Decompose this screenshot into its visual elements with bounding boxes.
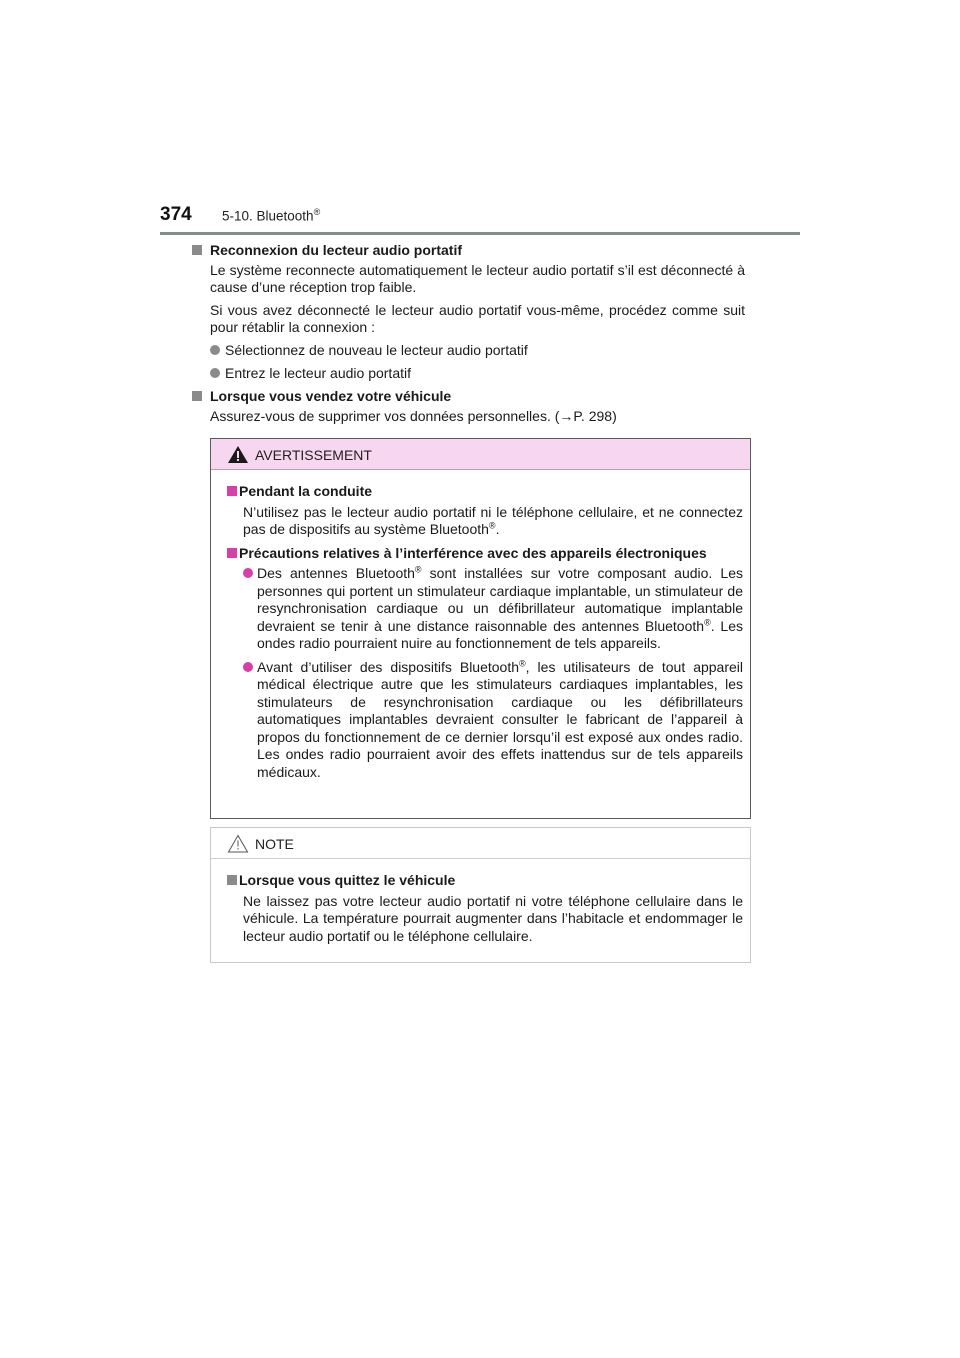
header-divider xyxy=(160,232,800,235)
heading-text: Reconnexion du lecteur audio portatif xyxy=(210,242,463,258)
list-item xyxy=(210,365,745,382)
square-bullet-icon xyxy=(227,548,237,558)
list-item-text: . Les ondes radio pourraient nuire au fonctionnement de tels appareils. xyxy=(257,617,743,651)
note-label: NOTE xyxy=(255,836,294,852)
warning-body xyxy=(227,483,743,787)
heading-text: Lorsque vous quittez le véhicule xyxy=(239,872,456,888)
paragraph xyxy=(227,504,743,539)
paragraph: Si vous avez déconnecté le lecteur audio portatif vous-même, procédez comme suit pour rétablir la connexion : xyxy=(210,302,745,335)
list-item xyxy=(210,342,745,359)
list-item-text: Entrez le lecteur audio portatif xyxy=(225,365,411,381)
section-title xyxy=(222,207,320,224)
list-item-text: Des antennes Bluetooth xyxy=(257,565,415,581)
circle-bullet-icon xyxy=(243,662,253,672)
list-item xyxy=(227,659,743,782)
heading-reconnect xyxy=(192,242,745,259)
heading-text: Pendant la conduite xyxy=(239,483,373,499)
registered-mark: ® xyxy=(313,207,321,217)
circle-bullet-icon xyxy=(210,345,220,355)
paragraph-text: . xyxy=(495,521,500,537)
list-item-text: , les utilisateurs de tout appareil médical électrique autre que les stimulateurs cardiaques implantables, les stimulateurs de resynchronisation cardiaque ou les défibrillateurs automatiques implantables devraient consulter le fabricant de l’appareil à propos du fonctionnement de ce dernier lorsqu’il est exposé aux ondes radio. Les ondes radio pourraient avoir des effets inattendus sur de tels appareils médicaux. xyxy=(257,658,744,780)
warning-header xyxy=(211,439,750,470)
list-item-text: sont installées sur votre composant audio. Les personnes qui portent un stimulateur cardiaque implantable, un stimulateur de resynchronisation cardiaque ou un défibrillateur automatique implantable devraient se tenir à une distance raisonnable des antennes Bluetooth xyxy=(257,565,743,634)
paragraph: Le système reconnecte automatiquement le lecteur audio portatif s’il est déconnecté à cause d’une réception trop faible. xyxy=(210,262,745,295)
page-number: 374 xyxy=(160,204,192,225)
caution-triangle-icon xyxy=(227,834,249,853)
square-bullet-icon xyxy=(192,391,202,401)
note-box xyxy=(210,827,751,963)
list-item-text: Avant d’utiliser des dispositifs Bluetooth xyxy=(257,658,520,675)
circle-bullet-icon xyxy=(210,368,220,378)
square-bullet-icon xyxy=(227,486,237,496)
warning-heading-interference xyxy=(227,545,743,563)
list-item-text: Sélectionnez de nouveau le lecteur audio portatif xyxy=(225,342,528,358)
registered-mark: ® xyxy=(704,616,711,627)
circle-bullet-icon xyxy=(243,568,253,578)
heading-sell-vehicle xyxy=(192,388,745,405)
section-title-text: 5-10. Bluetooth xyxy=(222,208,314,224)
paragraph-text: N’utilisez pas le lecteur audio portatif ni le téléphone cellulaire, et ne connectez pas de dispositifs au système Bluetooth xyxy=(243,503,743,537)
list-item xyxy=(227,565,743,653)
note-header xyxy=(211,828,750,859)
square-bullet-icon xyxy=(227,875,237,885)
heading-text: Précautions relatives à l’interférence avec des appareils électroniques xyxy=(239,544,707,561)
warning-label: AVERTISSEMENT xyxy=(255,447,372,463)
warning-heading-driving xyxy=(227,483,743,501)
warning-triangle-icon xyxy=(227,445,249,464)
heading-text: Lorsque vous vendez votre véhicule xyxy=(210,388,452,404)
note-body xyxy=(227,872,743,951)
registered-mark: ® xyxy=(519,657,526,668)
registered-mark: ® xyxy=(488,520,496,531)
square-bullet-icon xyxy=(192,245,202,255)
paragraph: Assurez-vous de supprimer vos données personnelles. (→P. 298) xyxy=(210,408,617,424)
main-content xyxy=(210,242,745,431)
note-heading xyxy=(227,872,743,890)
warning-box xyxy=(210,438,751,819)
paragraph: Ne laissez pas votre lecteur audio portatif ni votre téléphone cellulaire dans le véhicule. La température pourrait augmenter dans l’habitacle et endommager le lecteur audio portatif ou le téléphone cellulaire. xyxy=(243,892,743,944)
registered-mark: ® xyxy=(414,564,422,575)
